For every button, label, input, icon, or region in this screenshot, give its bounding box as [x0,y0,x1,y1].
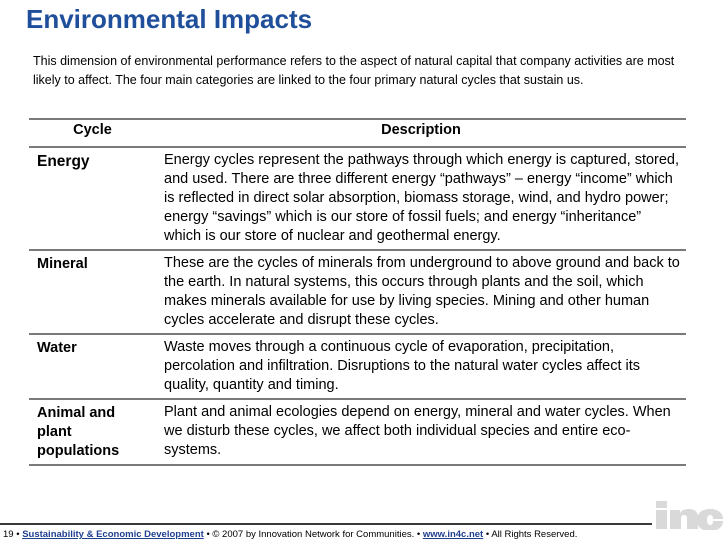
footer-separator: • [416,529,421,540]
footer-separator: • [206,529,210,540]
cycle-cell: Animal and plant populations [29,399,156,465]
footer-divider [0,523,652,525]
footer-separator: • [16,529,20,540]
intro-paragraph: This dimension of environmental performance refers to the aspect of natural capital that company activities are most likely to affect. The four main categories are linked to the four primary natural cycles that sustain us. [33,54,675,87]
inc-logo [655,500,725,530]
cycle-cell: Energy [29,147,156,250]
table-header-row [29,119,686,147]
rights-text: All Rights Reserved. [491,529,578,540]
cycle-cell: Mineral [29,250,156,334]
description-cell: These are the cycles of minerals from underground to above ground and back to the earth. In natural systems, this occurs through plants and the soil, which makes minerals available for use by living species. Mining and other human cycles accelerate and disrupt these cycles. [156,250,686,334]
description-cell: Energy cycles represent the pathways through which energy is captured, stored, and used. There are three different energy “pathways” – energy “income” which is reflected in direct solar absorption, biomass storage, wind, and hydro power; energy “savings” which is our store of fossil fuels; and energy “inheritance” which is our store of nuclear and geothermal energy. [156,147,686,250]
copyright-text: © 2007 by Innovation Network for Communities. [212,529,415,540]
footer-separator: • [485,529,490,540]
table-row [29,250,686,334]
header-cycle: Cycle [29,119,156,147]
description-cell: Waste moves through a continuous cycle of evaporation, precipitation, percolation and infiltration. Disruptions to the natural water cycles affect its quality, quantity and timing. [156,334,686,399]
header-description: Description [156,119,686,147]
description-cell: Plant and animal ecologies depend on energy, mineral and water cycles. When we disturb these cycles, we affect both individual species and entire eco-systems. [156,399,686,465]
table-row [29,334,686,399]
course-link[interactable]: Sustainability & Economic Development [22,529,204,540]
cycle-cell: Water [29,334,156,399]
table-row [29,147,686,250]
inc-logo-graphic [655,500,725,530]
page-title: Environmental Impacts [26,4,313,34]
site-link[interactable]: www.in4c.net [422,529,484,540]
table-row [29,399,686,465]
footer [3,529,577,540]
page-number: 19 [3,529,14,540]
impacts-table [29,118,686,466]
